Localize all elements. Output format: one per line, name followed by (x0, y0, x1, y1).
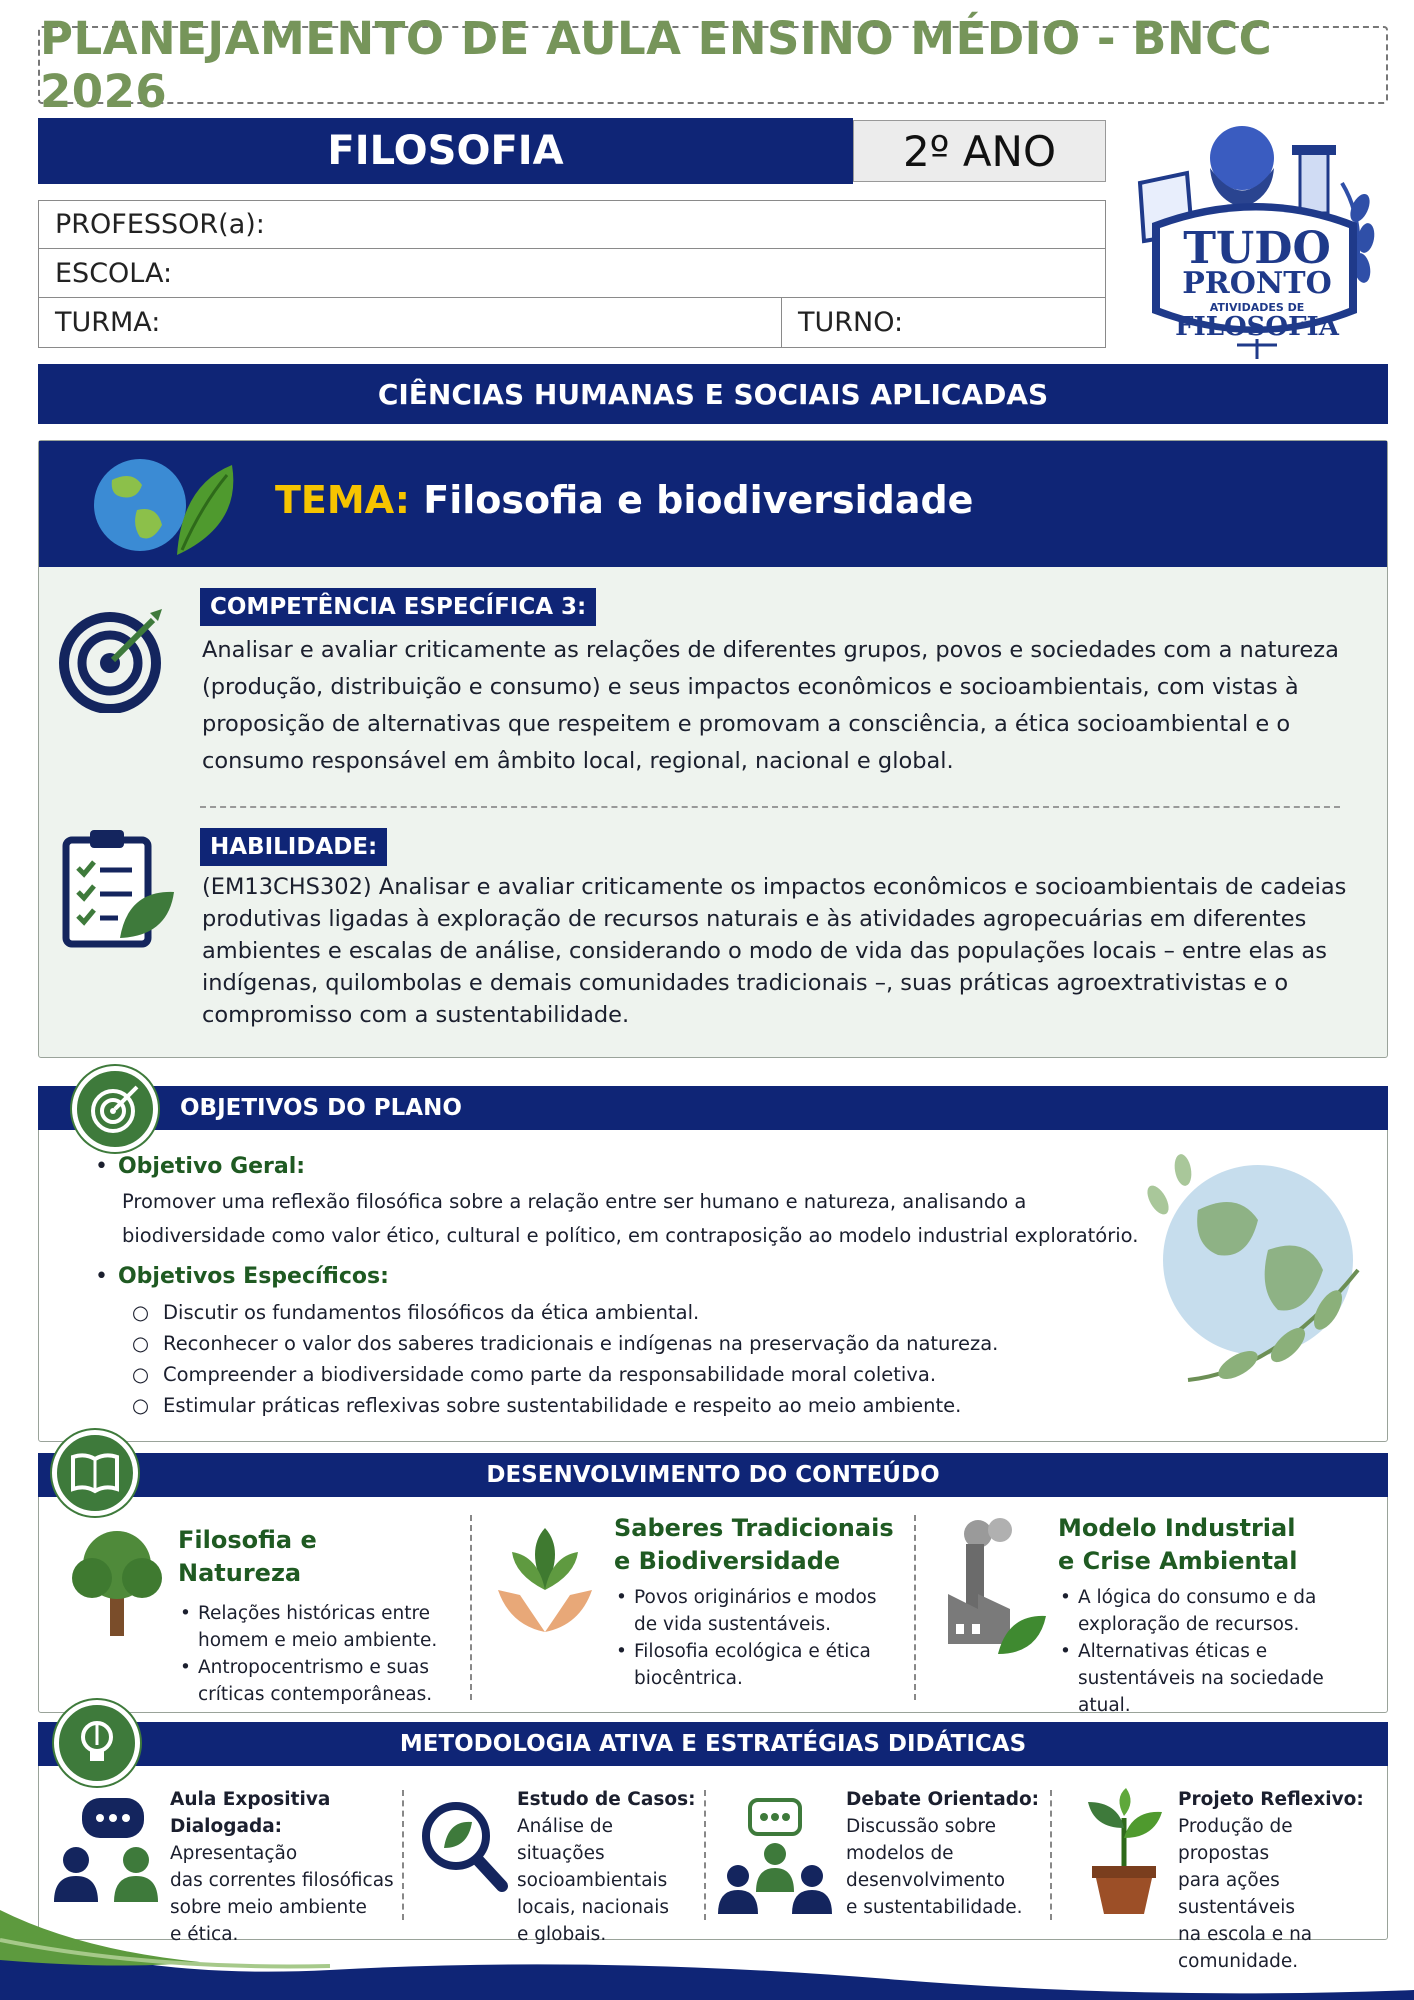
competencia-text (202, 632, 1362, 780)
habilidade-line: compromisso com a sustentabilidade. (202, 1002, 630, 1028)
met-title: Estudo de Casos: (517, 1789, 696, 1810)
habilidade-tag-wrap (200, 828, 387, 866)
met-title: Aula Expositiva (170, 1789, 331, 1810)
dialogue-people-icon (50, 1790, 162, 1910)
competencia-line: proposição de alternativas que respeitem e promovam a consciência, a ética socioambiental e o (202, 711, 1291, 737)
met-text: socioambientais (517, 1870, 668, 1891)
area-bar (38, 364, 1388, 424)
met-text: locais, nacionais (517, 1897, 670, 1918)
list-item: ○ Reconhecer o valor dos saberes tradicionais e indígenas na preservação da natureza. (132, 1332, 999, 1355)
dev-col-1 (178, 1524, 448, 1708)
habilidade-text (202, 871, 1372, 1031)
list-item: • Antropocentrismo e suas críticas contemporâneas. (178, 1654, 448, 1708)
list-item: ○ Discutir os fundamentos filosóficos da ética ambiental. (132, 1301, 700, 1324)
divider (470, 1515, 472, 1700)
subject-bar (38, 118, 853, 184)
tema-text: Filosofia e biodiversidade (423, 478, 974, 522)
objetivos-bar (38, 1086, 1388, 1130)
dev-col-title: Modelo Industrial (1058, 1514, 1296, 1542)
dev-col-title: e Crise Ambiental (1058, 1547, 1298, 1575)
met-text: e sustentabilidade. (846, 1897, 1023, 1918)
turma-label: TURMA: (55, 307, 161, 338)
objetivos-title: OBJETIVOS DO PLANO (180, 1095, 462, 1121)
escola-field[interactable] (38, 249, 1106, 298)
divider (200, 806, 1340, 808)
met-text: e ética. (170, 1924, 239, 1945)
met-title: Debate Orientado: (846, 1789, 1040, 1810)
competencia-line: Analisar e avaliar criticamente as relações de diferentes grupos, povos e sociedades com a natureza (202, 637, 1339, 663)
checklist-leaf-icon (58, 826, 178, 950)
met-text: das correntes filosóficas (170, 1870, 394, 1891)
tree-icon (62, 1520, 172, 1640)
turno-field[interactable] (782, 298, 1106, 348)
dev-col-title: e Biodiversidade (614, 1547, 841, 1575)
escola-label: ESCOLA: (55, 257, 173, 289)
list-item: • Povos originários e modos de vida sustentáveis. (614, 1584, 904, 1638)
objetivo-geral-line: biodiversidade como valor ético, cultural e político, em contraposição ao modelo industrial exploratório. (122, 1224, 1139, 1247)
objetivos-target-icon (72, 1066, 158, 1152)
met-text: para ações sustentáveis (1178, 1870, 1296, 1918)
met-text: na escola e na (1178, 1924, 1313, 1945)
potted-plant-icon (1074, 1788, 1174, 1918)
page-title: PLANEJAMENTO DE AULA ENSINO MÉDIO - BNCC 2026 (40, 12, 1273, 118)
turma-field[interactable] (38, 298, 782, 348)
metodologia-bar (38, 1722, 1388, 1766)
year-box (853, 120, 1106, 182)
subject-label: FILOSOFIA (327, 128, 564, 174)
list-item: ○ Estimular práticas reflexivas sobre sustentabilidade e respeito ao meio ambiente. (132, 1394, 962, 1417)
professor-label: PROFESSOR(a): (55, 209, 265, 240)
met-text: Discussão sobre (846, 1816, 997, 1837)
list-item-text: Compreender a biodiversidade como parte da responsabilidade moral coletiva. (163, 1363, 937, 1386)
logo-line3: ATIVIDADES DE (1209, 301, 1305, 314)
desenvolvimento-title: DESENVOLVIMENTO DO CONTEÚDO (486, 1462, 940, 1488)
dev-col-title: Filosofia e Natureza (178, 1526, 317, 1587)
list-item: ○ Compreender a biodiversidade como parte da responsabilidade moral coletiva. (132, 1363, 937, 1386)
debate-group-icon (716, 1796, 834, 1916)
brand-logo (1132, 113, 1382, 363)
dev-col-3 (1058, 1512, 1378, 1719)
factory-icon (938, 1514, 1048, 1664)
objetivos-especificos-label: Objetivos Específicos: (117, 1264, 389, 1289)
page-title-box (38, 12, 1388, 118)
list-item-text: Reconhecer o valor dos saberes tradicionais e indígenas na preservação da natureza. (163, 1332, 999, 1355)
met-title: Dialogada: (170, 1816, 283, 1837)
competencia-line: consumo responsável em âmbito local, regional, nacional e global. (202, 748, 954, 774)
objetivos-especificos: • Objetivos Específicos: (95, 1264, 389, 1289)
desenvolvimento-bar (38, 1453, 1388, 1497)
especificos-list (132, 1297, 1132, 1421)
met-text: sobre meio ambiente (170, 1897, 367, 1918)
competencia-line: (produção, distribuição e consumo) e seus impactos econômicos e socioambientais, com vistas à (202, 674, 1299, 700)
list-item: • Relações históricas entre homem e meio ambiente. (178, 1600, 448, 1654)
habilidade-label: HABILIDADE: (200, 828, 387, 866)
dev-col-title: Saberes Tradicionais (614, 1514, 894, 1542)
met-text: desenvolvimento (846, 1870, 1006, 1891)
met-text: comunidade. (1178, 1951, 1299, 1972)
list-item: • Filosofia ecológica e ética biocêntrica. (614, 1638, 904, 1692)
list-item-text: Estimular práticas reflexivas sobre sustentabilidade e respeito ao meio ambiente. (163, 1394, 962, 1417)
logo-line1: TUDO (1183, 223, 1331, 274)
habilidade-line: indígenas, quilombolas e demais comunidades tradicionais –, suas práticas agroextrativistas e o (202, 970, 1289, 996)
list-item-text: Discutir os fundamentos filosóficos da ética ambiental. (163, 1301, 700, 1324)
footer-wave (0, 1900, 1414, 2000)
met-title: Projeto Reflexivo: (1178, 1789, 1364, 1810)
met-text: e globais. (517, 1924, 607, 1945)
habilidade-line: ambientes e escalas de análise, considerando o modo de vida das populações locais – entre elas as (202, 938, 1327, 964)
logo-line2: PRONTO (1182, 266, 1332, 301)
competencia-label: COMPETÊNCIA ESPECÍFICA 3: (200, 588, 596, 626)
book-icon (52, 1430, 138, 1516)
lightbulb-icon (54, 1700, 140, 1786)
habilidade-line: (EM13CHS302) Analisar e avaliar criticamente os impactos econômicos e socioambientais de cadeias (202, 874, 1347, 900)
globe-leaf-icon (82, 445, 242, 565)
tema-label: TEMA: (275, 478, 411, 522)
list-item: • Alternativas éticas e sustentáveis na sociedade atual. (1058, 1638, 1378, 1719)
watercolor-globe-icon (1128, 1140, 1378, 1400)
divider (914, 1515, 916, 1700)
met-text: Análise de situações (517, 1816, 614, 1864)
magnifier-leaf-icon (418, 1798, 508, 1898)
year-label: 2º ANO (902, 126, 1057, 176)
dev-col-2 (614, 1512, 904, 1692)
hands-leaf-icon (490, 1520, 600, 1640)
met-text: Produção de propostas (1178, 1816, 1293, 1864)
met-text: modelos de (846, 1843, 954, 1864)
turno-label: TURNO: (798, 307, 904, 338)
objetivo-geral-text (122, 1185, 1172, 1253)
tema-heading (275, 478, 973, 522)
target-icon (58, 605, 166, 713)
area-label: CIÊNCIAS HUMANAS E SOCIAIS APLICADAS (377, 377, 1049, 411)
met-text: Apresentação (170, 1843, 298, 1864)
objetivo-geral-line: Promover uma reflexão filosófica sobre a relação entre ser humano e natureza, analisando a (122, 1190, 1027, 1213)
objetivo-geral-label: Objetivo Geral: (117, 1154, 306, 1179)
objetivo-geral: • Objetivo Geral: (95, 1154, 306, 1179)
logo-line4: FILOSOFIA (1175, 312, 1339, 342)
competencia-tag-wrap (200, 588, 596, 626)
professor-field[interactable] (38, 200, 1106, 249)
list-item: • A lógica do consumo e da exploração de recursos. (1058, 1584, 1378, 1638)
metodologia-title: METODOLOGIA ATIVA E ESTRATÉGIAS DIDÁTICAS (399, 1731, 1027, 1757)
habilidade-line: produtivas ligadas à exploração de recursos naturais e às atividades agropecuárias em diferentes (202, 906, 1307, 932)
